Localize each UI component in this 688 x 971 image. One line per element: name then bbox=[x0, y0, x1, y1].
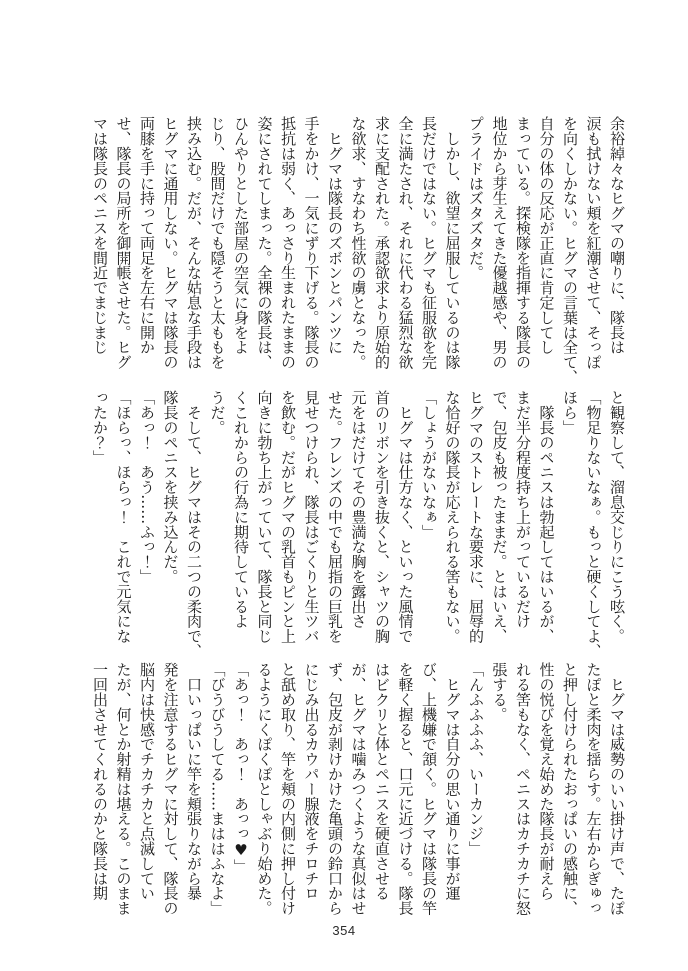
text-column: ず、包皮が剥けかけた亀頭の鈴口から bbox=[326, 662, 344, 916]
text-column: 口いっぱいに竿を頬張りながら暴 bbox=[185, 662, 203, 901]
text-block-middle bbox=[88, 390, 629, 659]
text-column: マは隊長のペニスを間近でまじまじ bbox=[91, 116, 109, 355]
text-column: 自分の体の反応が正直に肯定してし bbox=[537, 116, 556, 355]
text-column: そして、ヒグマはその二つの柔肉で、 bbox=[185, 390, 203, 659]
text-column: ヒグマのストレートな要求に、屈辱的 bbox=[467, 390, 485, 644]
text-column: 「あっ！ あっ！ あっっ♥」 bbox=[232, 662, 250, 874]
text-column: れる筈もなく、ペニスはカチカチに怒 bbox=[514, 662, 532, 916]
text-column: ヒグマに通用しない。ヒグマは隊長の bbox=[161, 116, 180, 370]
text-column: 余裕綽々なヒグマの嘲りに、隊長は bbox=[608, 116, 626, 355]
text-column: 涙も拭けない頬を紅潮させて、そっぽ bbox=[584, 116, 603, 370]
text-column: くこれからの行為に期待しているよ bbox=[232, 390, 250, 629]
text-column: プライドはズタズタだ。 bbox=[467, 116, 485, 280]
text-column: 抵抗は弱く、あっさり生まれたままの bbox=[279, 116, 297, 370]
text-column: と観察して、溜息交じりにこう呟く。 bbox=[608, 390, 626, 644]
text-column: 長だけではない。ヒグマも征服欲を完 bbox=[420, 116, 438, 370]
text-column: 地位から芽生えてきた優越感や、男の bbox=[490, 116, 509, 370]
text-column: 「あっ！ あう……ふっ！」 bbox=[138, 390, 156, 584]
text-column: ほら」 bbox=[561, 390, 579, 435]
text-column: せ、隊長の局所を御開帳させた。ヒグ bbox=[114, 116, 133, 370]
text-column: 向きに勃ち上がっていて、隊長と同じ bbox=[255, 390, 274, 644]
text-column: 「びうびうしてる……まははふなよ」 bbox=[208, 662, 227, 916]
text-column: まだ半分程度持ち上がっているだけ bbox=[514, 390, 532, 629]
text-column: うだ。 bbox=[208, 390, 227, 435]
text-column: じり、股間だけでも隠そうと太ももを bbox=[208, 116, 227, 370]
text-column: まっている。探検隊を指揮する隊長の bbox=[514, 116, 532, 370]
text-column: にじみ出るカウパー腺液をチロチロ bbox=[302, 662, 321, 901]
text-column: 「物足りないなぁ。もっと硬くしてよ、 bbox=[584, 390, 603, 659]
text-column: 姿にされてしまった。全裸の隊長は、 bbox=[255, 116, 274, 370]
text-column: 首のリボンを引き抜くと、シャツの胸 bbox=[373, 390, 391, 644]
text-column: 性の悦びを覚え始めた隊長が耐えら bbox=[537, 662, 556, 901]
text-column: 挟み込む。だが、そんな姑息な手段は bbox=[185, 116, 203, 370]
text-column: 手をかけ、一気にずり下げる。隊長の bbox=[302, 116, 321, 370]
text-column: な恰好の隊長が応えられる筈もない。 bbox=[443, 390, 462, 644]
text-column: ヒグマは仕方なく、といった風情で bbox=[396, 390, 415, 644]
text-column: たぽと柔肉を揺らす。左右からぎゅっ bbox=[584, 662, 603, 916]
text-column: るようにくぽくぽとしゃぶり始めた。 bbox=[255, 662, 274, 916]
text-column: ヒグマは威勢のいい掛け声で、たぽ bbox=[608, 662, 626, 916]
text-column: 「しょうがないなぁ」 bbox=[420, 390, 438, 540]
text-column: 求に支配された。承認欲求より原始的 bbox=[373, 116, 391, 370]
text-column: 隊長のペニスを挟み込んだ。 bbox=[161, 390, 180, 584]
text-column: せた。フレンズの中でも屈指の巨乳を bbox=[326, 390, 344, 644]
text-column: ヒグマは自分の思い通りに事が運 bbox=[443, 662, 462, 901]
text-column: 両膝を手に持って両足を左右に開か bbox=[138, 116, 156, 355]
text-column: 隊長のペニスは勃起してはいるが、 bbox=[537, 390, 556, 644]
text-column: ひんやりとした部屋の空気に身をよ bbox=[232, 116, 250, 355]
text-block-top bbox=[88, 116, 629, 385]
text-column: な欲求、すなわち性欲の虜となった。 bbox=[349, 116, 368, 370]
text-column: はビクリと体とペニスを硬直させる bbox=[373, 662, 391, 901]
text-column: 元をはだけてその豊満な胸を露出さ bbox=[349, 390, 368, 629]
text-column: と舐め取り、竿を頬の内側に押し付け bbox=[279, 662, 297, 916]
text-column: ったか？」 bbox=[91, 390, 109, 465]
text-column: 一回出させてくれるのかと隊長は期 bbox=[91, 662, 109, 901]
text-column: を軽く握ると、口元に近づける。隊長 bbox=[396, 662, 415, 916]
text-block-bottom bbox=[88, 662, 629, 918]
text-column: ヒグマは隊長のズボンとパンツに bbox=[326, 116, 344, 355]
text-column: が、ヒグマは噛みつくような真似はせ bbox=[349, 662, 368, 916]
text-column: を飲む。だがヒグマの乳首もピンと上 bbox=[279, 390, 297, 644]
text-column: び、上機嫌で頷く。ヒグマは隊長の竿 bbox=[420, 662, 438, 916]
text-column: 「んふふふふ、いーカンジ」 bbox=[467, 662, 485, 856]
text-column: 発を注意するヒグマに対して、隊長の bbox=[161, 662, 180, 916]
text-column: たが、何とか射精は堪える。このまま bbox=[114, 662, 133, 916]
text-column: で、包皮も被ったままだ。とはいえ、 bbox=[490, 390, 509, 644]
text-column: 「ほらっ、ほらっ！ これで元気にな bbox=[114, 390, 133, 644]
text-column: 張する。 bbox=[490, 662, 509, 722]
text-column: 脳内は快感でチカチカと点滅してい bbox=[138, 662, 156, 901]
text-column: しかし、欲望に屈服しているのは隊 bbox=[443, 116, 462, 370]
page-number: 354 bbox=[332, 923, 356, 938]
text-column: 見せつけられ、隊長はごくりと生ツバ bbox=[302, 390, 321, 644]
text-column: 全に満たされ、それに代わる猛烈な欲 bbox=[396, 116, 415, 370]
text-column: と押し付けられたおっぱいの感触に、 bbox=[561, 662, 579, 916]
text-column: を向くしかない。ヒグマの言葉は全て、 bbox=[561, 116, 579, 385]
